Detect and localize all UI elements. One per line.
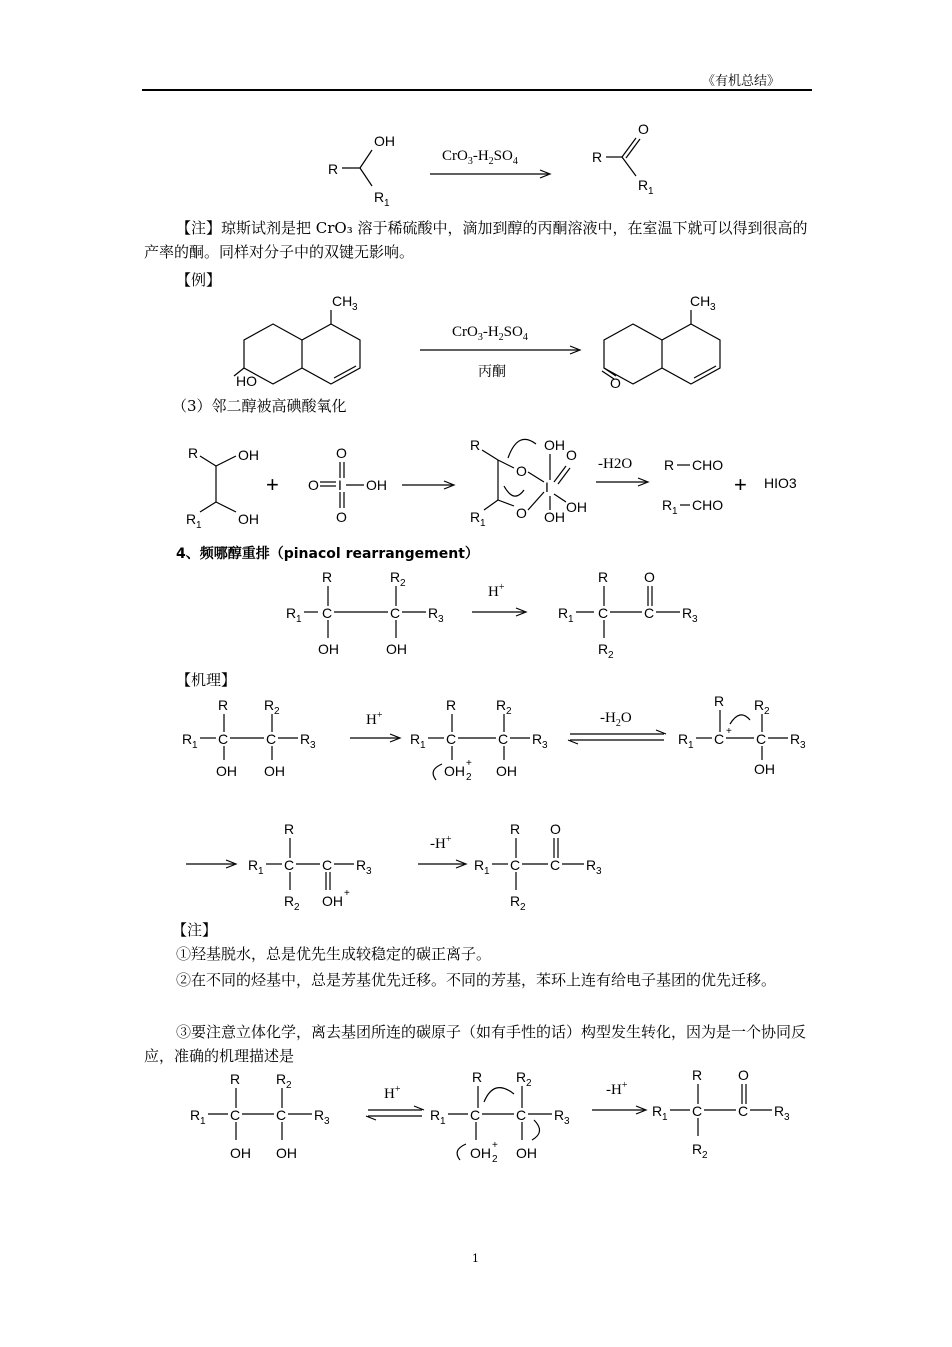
notes-heading: 【注】: [172, 921, 218, 939]
svg-text:O: O: [566, 447, 577, 463]
note-2: ②在不同的烃基中，总是芳基优先迁移。不同的芳基，苯环上连有给电子基团的优先迁移。: [176, 971, 777, 989]
svg-text:OH: OH: [566, 499, 587, 515]
svg-text:C: C: [510, 857, 521, 873]
note-3: ③要注意立体化学，离去基团所连的碳原子（如有手性的话）构型发生转化，因为是一个协同反应，准确的机理描述是: [144, 1023, 807, 1065]
svg-text:R: R: [592, 149, 603, 165]
svg-text:R: R: [692, 1141, 703, 1157]
svg-text:2: 2: [286, 1080, 292, 1091]
svg-text:R: R: [284, 893, 295, 909]
svg-text:C: C: [692, 1103, 703, 1119]
concerted-mechanism-scheme: [0, 1068, 952, 1168]
example-solvent: 丙酮: [478, 364, 506, 380]
svg-text:OH: OH: [230, 1145, 251, 1161]
svg-text:C: C: [446, 731, 457, 747]
svg-text:3: 3: [800, 740, 806, 751]
mechanism-heading: 【机理】: [176, 671, 237, 689]
svg-text:R: R: [754, 697, 765, 713]
svg-text:3: 3: [710, 302, 716, 313]
svg-text:OH: OH: [544, 509, 565, 525]
mechanism-row-2: [0, 818, 952, 918]
svg-text:R: R: [356, 857, 367, 873]
svg-text:CrO3-H2SO4: $CrO_3-H_2SO_4$: [442, 148, 518, 167]
svg-text:3: 3: [352, 302, 358, 313]
svg-text:2: 2: [506, 706, 512, 717]
svg-text:R: R: [510, 821, 521, 837]
svg-text:1: 1: [648, 186, 654, 197]
periodate-heading: （3）邻二醇被高碘酸氧化: [172, 397, 347, 415]
svg-text:O: O: [644, 569, 655, 585]
svg-text:OH: OH: [322, 893, 343, 909]
svg-text:2: 2: [294, 902, 300, 913]
svg-text:2: 2: [526, 1078, 532, 1089]
svg-text:3: 3: [366, 866, 372, 877]
header-title: 《有机总结》: [701, 74, 780, 89]
svg-text:C: C: [598, 605, 609, 621]
svg-text:R: R: [586, 857, 597, 873]
svg-text:OH: OH: [216, 763, 237, 779]
svg-text:R: R: [276, 1071, 287, 1087]
svg-text:3: 3: [784, 1112, 790, 1123]
svg-text:2: 2: [492, 1154, 498, 1165]
svg-text:OH: OH: [374, 133, 395, 149]
svg-text:R: R: [516, 1069, 527, 1085]
svg-text:C: C: [230, 1107, 241, 1123]
jones-note: 【注】琼斯试剂是把 CrO₃ 溶于稀硫酸中，滴加到醇的丙酮溶液中，在室温下就可以得到很高的产率的酮。同样对分子中的双键无影响。: [144, 219, 808, 261]
svg-text:R: R: [470, 437, 481, 453]
svg-text:1: 1: [568, 614, 574, 625]
svg-text:R: R: [186, 511, 197, 527]
svg-text:2: 2: [400, 578, 406, 589]
svg-text:R: R: [248, 857, 259, 873]
svg-text:OH: OH: [264, 763, 285, 779]
svg-text:+: +: [734, 472, 747, 497]
svg-text:H+: H+: [366, 710, 383, 728]
svg-text:2: 2: [702, 1150, 708, 1161]
svg-text:R: R: [182, 731, 193, 747]
svg-text:R: R: [286, 605, 297, 621]
svg-text:R: R: [322, 569, 333, 585]
svg-text:R: R: [678, 731, 689, 747]
svg-text:3: 3: [596, 866, 602, 877]
svg-text:R: R: [190, 1107, 201, 1123]
svg-text:O: O: [638, 121, 649, 137]
svg-text:+: +: [344, 888, 350, 899]
svg-text:OH: OH: [238, 511, 259, 527]
svg-text:R: R: [652, 1103, 663, 1119]
svg-text:1: 1: [440, 1116, 446, 1127]
svg-text:C: C: [276, 1107, 287, 1123]
svg-text:R: R: [598, 569, 609, 585]
svg-text:I: I: [545, 479, 549, 495]
svg-text:C: C: [322, 857, 333, 873]
svg-text:3: 3: [310, 740, 316, 751]
svg-text:H+: H+: [488, 582, 505, 600]
svg-text:R: R: [558, 605, 569, 621]
svg-text:OH: OH: [496, 763, 517, 779]
svg-text:R: R: [264, 697, 275, 713]
svg-text:R: R: [554, 1107, 565, 1123]
svg-text:R: R: [714, 693, 725, 709]
svg-text:1: 1: [484, 866, 490, 877]
svg-text:I: I: [338, 477, 342, 493]
svg-text:R: R: [230, 1071, 241, 1087]
svg-text:2: 2: [274, 706, 280, 717]
svg-text:C: C: [550, 857, 561, 873]
svg-text:OH: OH: [386, 641, 407, 657]
svg-text:R: R: [446, 697, 457, 713]
svg-text:R: R: [430, 1107, 441, 1123]
periodate-byproduct: HIO3: [764, 475, 797, 491]
svg-text:O: O: [738, 1067, 749, 1083]
svg-text:-H+: -H+: [430, 834, 452, 852]
svg-text:OH: OH: [516, 1145, 537, 1161]
svg-text:R: R: [374, 189, 385, 205]
svg-text:C: C: [390, 605, 401, 621]
svg-text:R: R: [790, 731, 801, 747]
svg-text:+: +: [726, 726, 732, 737]
svg-text:3: 3: [324, 1116, 330, 1127]
svg-text:O: O: [550, 821, 561, 837]
svg-text:1: 1: [192, 740, 198, 751]
note-1: ①羟基脱水，总是优先生成较稳定的碳正离子。: [176, 945, 492, 963]
pinacol-heading: 4、频哪醇重排（pinacol rearrangement）: [176, 546, 479, 562]
svg-text:C: C: [322, 605, 333, 621]
svg-text:+: +: [266, 472, 279, 497]
svg-text:R: R: [328, 161, 339, 177]
example-scheme: [0, 290, 952, 400]
svg-text:1: 1: [196, 520, 202, 531]
svg-text:OH: OH: [366, 477, 387, 493]
svg-text:OH: OH: [444, 763, 465, 779]
svg-text:O: O: [336, 445, 347, 461]
mechanism-row-1: [0, 694, 952, 794]
svg-text:OH: OH: [318, 641, 339, 657]
svg-text:OH: OH: [544, 437, 565, 453]
svg-text:C: C: [714, 731, 725, 747]
svg-text:OH: OH: [238, 447, 259, 463]
example-heading: 【例】: [176, 271, 222, 289]
svg-text:2: 2: [764, 706, 770, 717]
svg-text:3: 3: [542, 740, 548, 751]
svg-text:R: R: [682, 605, 693, 621]
svg-text:R: R: [532, 731, 543, 747]
svg-text:OH: OH: [276, 1145, 297, 1161]
svg-text:+: +: [492, 1140, 498, 1151]
svg-text:-H+: -H+: [606, 1080, 628, 1098]
svg-text:2: 2: [466, 772, 472, 783]
svg-text:1: 1: [662, 1112, 668, 1123]
svg-text:CHO: CHO: [692, 497, 724, 513]
svg-text:1: 1: [384, 198, 390, 209]
svg-text:O: O: [610, 375, 621, 391]
svg-text:C: C: [756, 731, 767, 747]
svg-text:R: R: [496, 697, 507, 713]
svg-text:3: 3: [438, 614, 444, 625]
svg-text:C: C: [516, 1107, 527, 1123]
svg-text:R: R: [774, 1103, 785, 1119]
svg-text:C: C: [218, 731, 229, 747]
svg-text:O: O: [336, 509, 347, 525]
svg-text:1: 1: [296, 614, 302, 625]
header-rule: [142, 89, 812, 91]
periodate-scheme: [0, 430, 952, 530]
svg-text:CH: CH: [332, 293, 353, 309]
svg-text:O: O: [516, 463, 527, 479]
svg-text:CH: CH: [690, 293, 711, 309]
svg-text:C: C: [266, 731, 277, 747]
svg-text:OH: OH: [470, 1145, 491, 1161]
svg-text:1: 1: [420, 740, 426, 751]
svg-text:R: R: [470, 509, 481, 525]
svg-text:HO: HO: [236, 373, 257, 389]
periodate-reagent: -H2O: [598, 456, 633, 472]
svg-text:C: C: [738, 1103, 749, 1119]
svg-text:R: R: [638, 177, 649, 193]
svg-text:R: R: [410, 731, 421, 747]
svg-text:C: C: [284, 857, 295, 873]
svg-text:1: 1: [672, 506, 678, 517]
svg-text:R: R: [692, 1067, 703, 1083]
svg-text:1: 1: [480, 518, 486, 529]
svg-text:C: C: [644, 605, 655, 621]
svg-text:2: 2: [520, 902, 526, 913]
svg-text:R: R: [390, 569, 401, 585]
svg-text:R: R: [664, 457, 675, 473]
svg-text:3: 3: [692, 614, 698, 625]
svg-text:R: R: [662, 497, 673, 513]
svg-text:R: R: [474, 857, 485, 873]
svg-text:O: O: [308, 477, 319, 493]
svg-text:C: C: [470, 1107, 481, 1123]
svg-text:R: R: [218, 697, 229, 713]
svg-text:R: R: [472, 1069, 483, 1085]
svg-text:2: 2: [608, 650, 614, 661]
svg-text:R: R: [284, 821, 295, 837]
svg-text:OH: OH: [754, 761, 775, 777]
svg-text:R: R: [598, 641, 609, 657]
svg-text:1: 1: [258, 866, 264, 877]
svg-text:R: R: [510, 893, 521, 909]
svg-text:H+: H+: [384, 1084, 401, 1102]
svg-text:-H2O: $-H_2O$: [600, 710, 632, 729]
page-number: 1: [472, 1252, 479, 1265]
svg-text:C: C: [498, 731, 509, 747]
svg-text:R: R: [428, 605, 439, 621]
pinacol-overall-scheme: [0, 566, 952, 666]
svg-text:R: R: [188, 445, 199, 461]
svg-text:+: +: [466, 758, 472, 769]
svg-text:1: 1: [200, 1116, 206, 1127]
svg-text:3: 3: [564, 1116, 570, 1127]
svg-text:CrO3-H2SO4: $CrO_3-H_2SO_4$: [452, 324, 528, 343]
svg-text:CHO: CHO: [692, 457, 724, 473]
svg-text:O: O: [516, 505, 527, 521]
svg-text:R: R: [314, 1107, 325, 1123]
svg-text:1: 1: [688, 740, 694, 751]
svg-text:R: R: [300, 731, 311, 747]
